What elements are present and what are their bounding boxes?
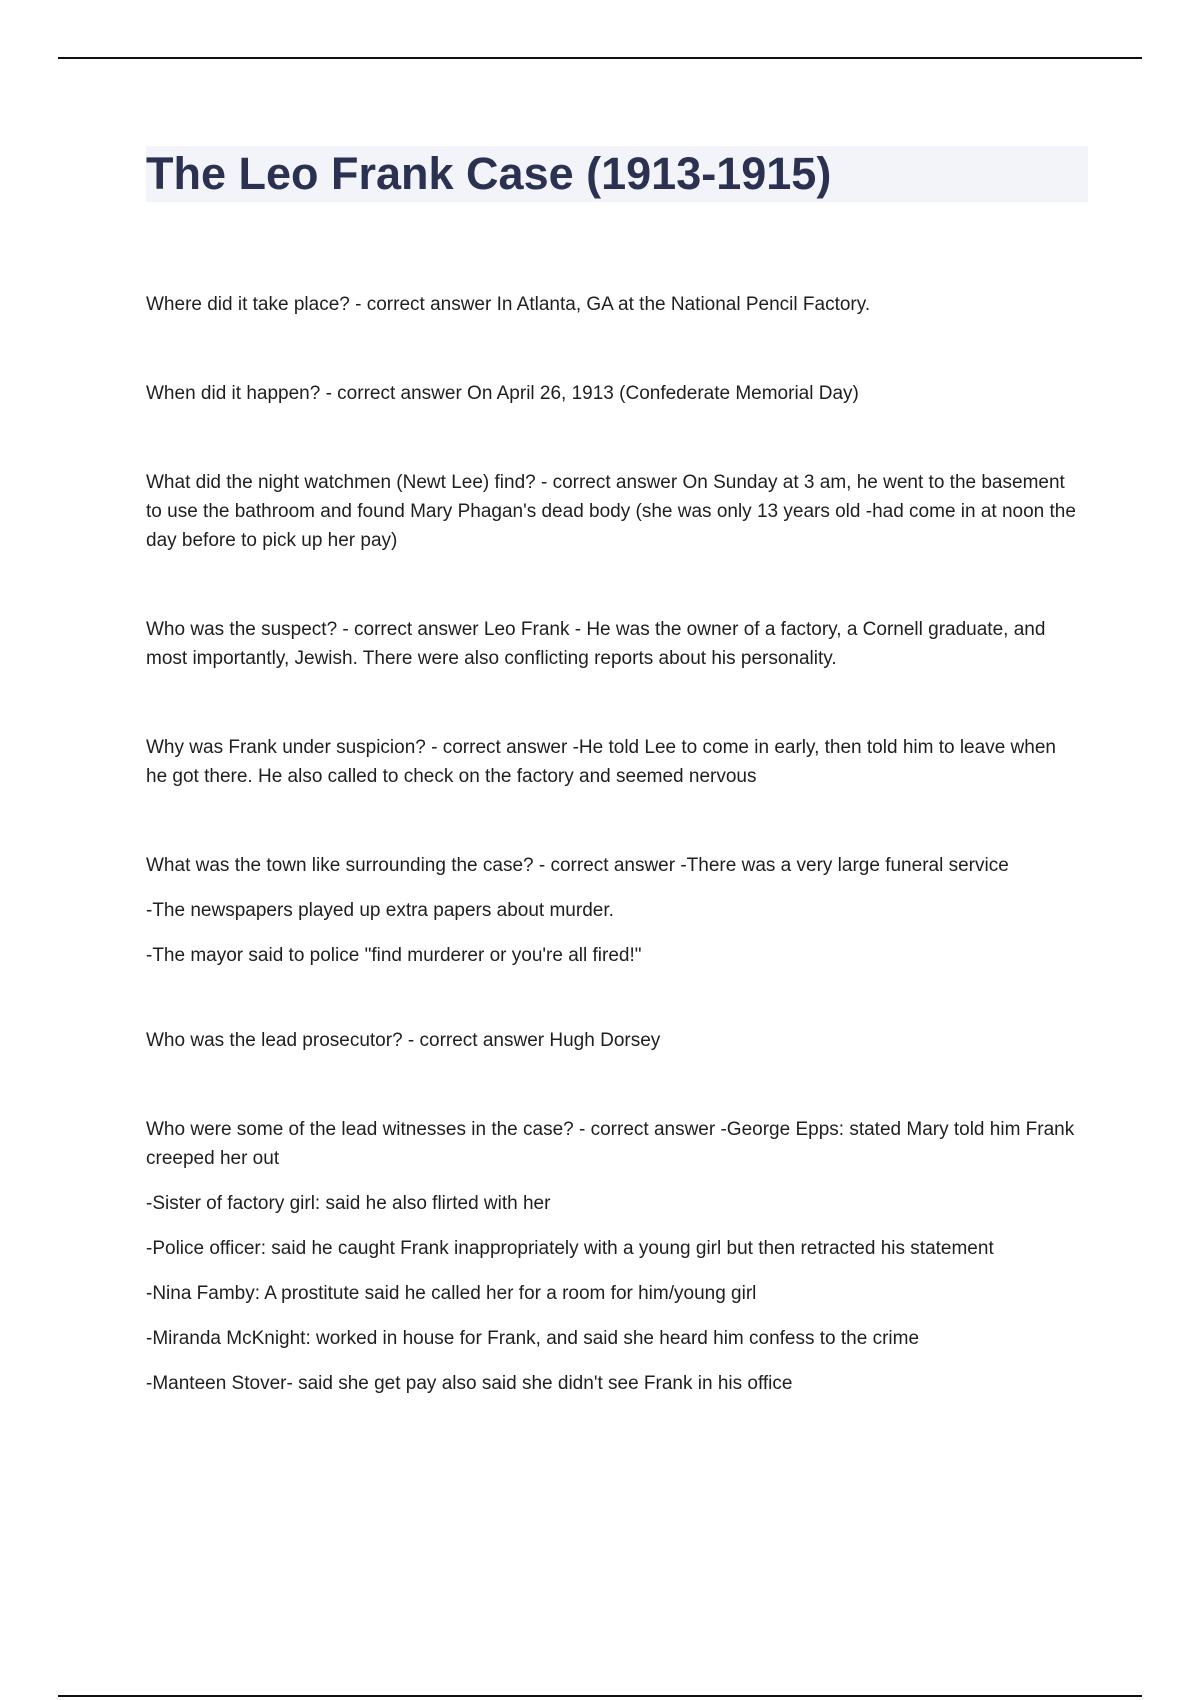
bottom-rule [58, 1695, 1142, 1697]
qa-text: What did the night watchmen (Newt Lee) find? - correct answer On Sunday at 3 am, he went to the basement to use the bathroom and found Mary Phagan's dead body (she was only 13 years old -had come in at noon the day before to pick up her pay) [146, 472, 1076, 551]
qa-text: What was the town like surrounding the case? - correct answer -There was a very large funeral service [146, 855, 1009, 876]
qa-bullet: -Police officer: said he caught Frank inappropriately with a young girl but then retracted his statement [146, 1238, 994, 1259]
qa-item [146, 379, 1076, 408]
qa-item [146, 290, 1076, 319]
qa-item [146, 1115, 1076, 1398]
qa-item [146, 733, 1076, 791]
qa-text: When did it happen? - correct answer On April 26, 1913 (Confederate Memorial Day) [146, 383, 859, 404]
qa-text: Why was Frank under suspicion? - correct answer -He told Lee to come in early, then told him to leave when he got there. He also called to check on the factory and seemed nervous [146, 737, 1056, 787]
qa-bullet: -The mayor said to police "find murderer or you're all fired!" [146, 945, 642, 966]
document-body [146, 290, 1076, 1458]
qa-bullet: -Sister of factory girl: said he also flirted with her [146, 1193, 551, 1214]
qa-bullet: -Manteen Stover- said she get pay also said she didn't see Frank in his office [146, 1373, 793, 1394]
qa-text: Who was the lead prosecutor? - correct answer Hugh Dorsey [146, 1030, 661, 1051]
qa-item [146, 615, 1076, 673]
qa-item [146, 468, 1076, 555]
qa-text: Who were some of the lead witnesses in the case? - correct answer -George Epps: stated Mary told him Frank creeped her out [146, 1119, 1075, 1169]
qa-item [146, 851, 1076, 970]
top-rule [58, 57, 1142, 59]
qa-text: Where did it take place? - correct answer In Atlanta, GA at the National Pencil Factory. [146, 294, 871, 315]
qa-bullet: -The newspapers played up extra papers about murder. [146, 900, 614, 921]
page-title: The Leo Frank Case (1913-1915) [146, 148, 832, 199]
qa-text: Who was the suspect? - correct answer Leo Frank - He was the owner of a factory, a Cornell graduate, and most importantly, Jewish. There were also conflicting reports about his personality. [146, 619, 1046, 669]
qa-bullet: -Miranda McKnight: worked in house for Frank, and said she heard him confess to the crime [146, 1328, 920, 1349]
qa-bullet: -Nina Famby: A prostitute said he called her for a room for him/young girl [146, 1283, 757, 1304]
qa-item [146, 1026, 1076, 1055]
